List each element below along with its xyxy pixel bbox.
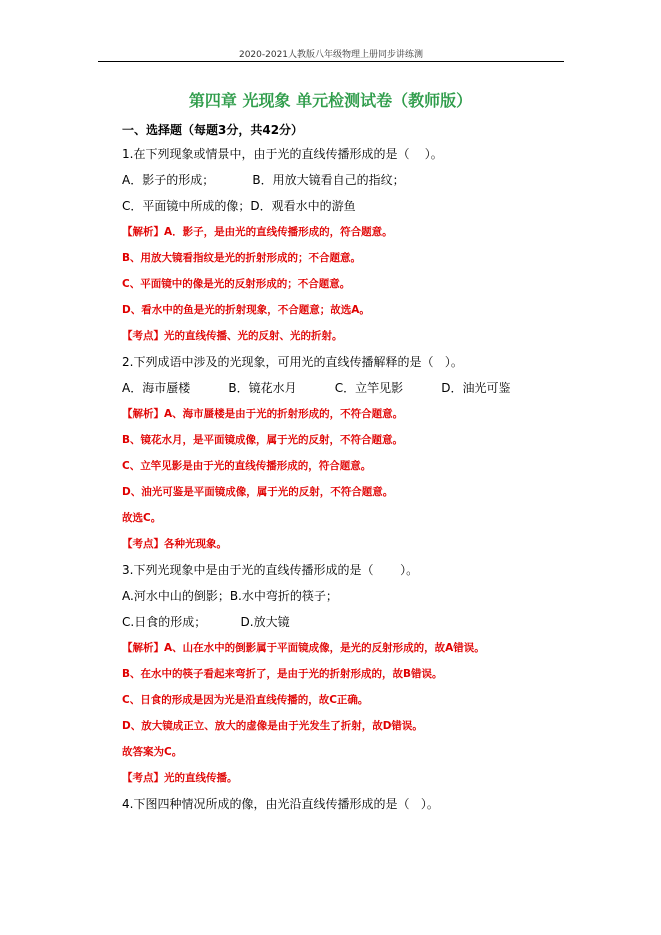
- analysis-line: 【解析】A、山在水中的倒影属于平面镜成像，是光的反射形成的，故A错误。: [122, 642, 485, 654]
- question-block: [122, 561, 562, 795]
- page-header: 2020-2021人教版八年级物理上册同步讲练测: [238, 50, 424, 60]
- section-heading: 一、选择题（每题3分，共42分）: [122, 123, 304, 137]
- analysis-line: B、用放大镜看指纹是光的折射形成的；不合题意。: [122, 252, 362, 264]
- header-divider: [98, 61, 564, 62]
- question-block: [122, 145, 562, 353]
- question-options: A．影子的形成； B．用放大镜看自己的指纹；: [122, 173, 405, 187]
- analysis-line: 故答案为C。: [122, 746, 183, 758]
- analysis-line: 【解析】A、海市蜃楼是由于光的折射形成的，不符合题意。: [122, 408, 404, 420]
- analysis-line: C、立竿见影是由于光的直线传播形成的，符合题意。: [122, 460, 372, 472]
- key-point: 【考点】各种光现象。: [122, 538, 227, 550]
- question-block: [122, 795, 562, 821]
- question-stem: 1.在下列现象或情景中，由于光的直线传播形成的是（ ）。: [122, 147, 443, 161]
- key-point: 【考点】光的直线传播。: [122, 772, 238, 784]
- question-options: C．平面镜中所成的像；D．观看水中的游鱼: [122, 199, 356, 213]
- analysis-line: 【解析】A．影子，是由光的直线传播形成的，符合题意。: [122, 226, 393, 238]
- question-stem: 4.下图四种情况所成的像，由光沿直线传播形成的是（ ）。: [122, 797, 439, 811]
- analysis-line: D、放大镜成正立、放大的虚像是由于光发生了折射，故D错误。: [122, 720, 423, 732]
- key-point: 【考点】光的直线传播、光的反射、光的折射。: [122, 330, 343, 342]
- question-stem: 3.下列光现象中是由于光的直线传播形成的是（ ）。: [122, 563, 419, 577]
- analysis-line: D、油光可鉴是平面镜成像，属于光的反射，不符合题意。: [122, 486, 394, 498]
- document-title: 第四章 光现象 单元检测试卷（教师版）: [188, 91, 473, 110]
- document-body: [122, 121, 562, 821]
- question-options: A．海市蜃楼 B．镜花水月 C．立竿见影 D．油光可鉴: [122, 381, 511, 395]
- analysis-line: C、平面镜中的像是光的反射形成的；不合题意。: [122, 278, 351, 290]
- analysis-line: C、日食的形成是因为光是沿直线传播的，故C正确。: [122, 694, 369, 706]
- question-stem: 2.下列成语中涉及的光现象，可用光的直线传播解释的是（ ）。: [122, 355, 463, 369]
- analysis-line: B、在水中的筷子看起来弯折了，是由于光的折射形成的，故B错误。: [122, 668, 443, 680]
- question-options: A.河水中山的倒影；B.水中弯折的筷子；: [122, 589, 338, 603]
- question-block: [122, 353, 562, 561]
- analysis-line: B、镜花水月，是平面镜成像，属于光的反射，不符合题意。: [122, 434, 404, 446]
- analysis-line: 故选C。: [122, 512, 162, 524]
- question-options: C.日食的形成； D.放大镜: [122, 615, 290, 629]
- analysis-line: D、看水中的鱼是光的折射现象，不合题意；故选A。: [122, 304, 370, 316]
